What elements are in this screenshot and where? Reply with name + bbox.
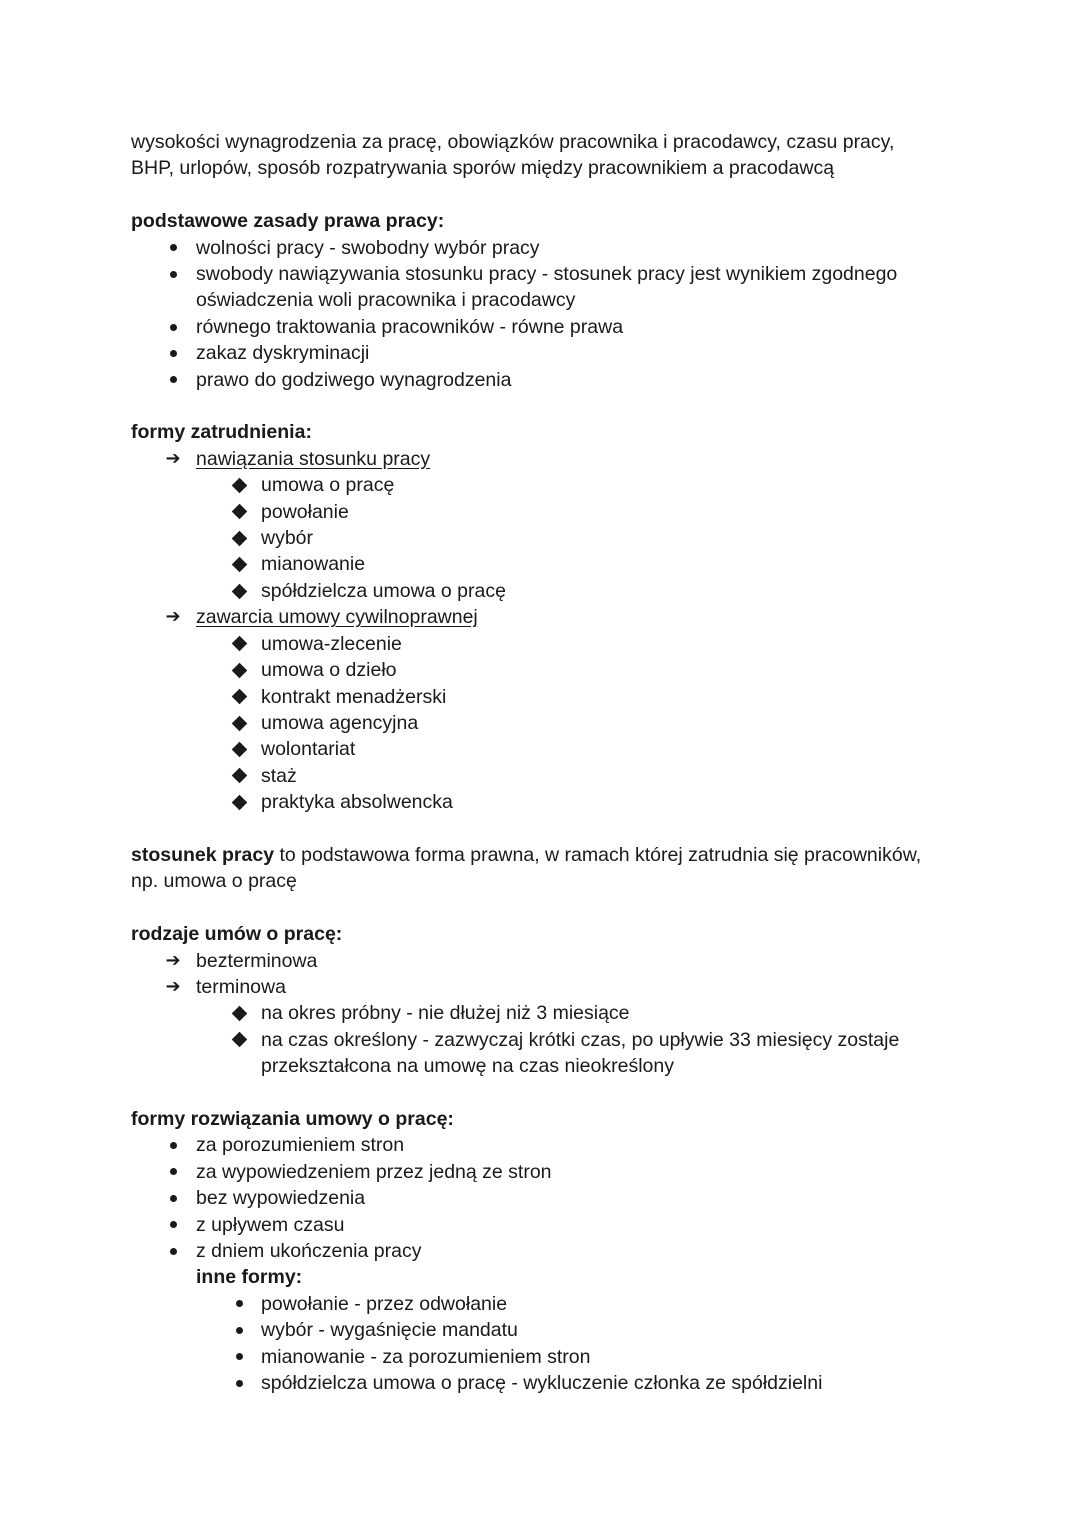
group-heading: ➔ zawarcia umowy cywilnoprawnej	[131, 604, 951, 630]
stosunek-term: stosunek pracy	[131, 843, 275, 866]
diamond-icon	[227, 472, 251, 498]
list-item: z dniem ukończenia pracy	[131, 1238, 951, 1264]
document-content	[131, 129, 951, 1396]
diamond-icon	[227, 763, 251, 789]
intro-line-1: wysokości wynagrodzenia za pracę, obowiązków pracownika i pracodawcy, czasu pracy,	[131, 131, 895, 153]
rodzaje-list	[131, 948, 951, 1080]
list-item: mianowanie	[131, 551, 951, 577]
diamond-icon	[227, 499, 251, 525]
list-item: bez wypowiedzenia	[131, 1185, 951, 1211]
bullet-dot-icon	[161, 1238, 185, 1264]
diamond-icon	[227, 631, 251, 657]
formy-list	[131, 446, 951, 816]
diamond-icon	[227, 736, 251, 762]
bullet-dot-icon	[161, 235, 185, 261]
list-item: zakaz dyskryminacji	[131, 340, 951, 366]
section-title-formy: formy zatrudnienia:	[131, 421, 312, 444]
inne-list	[131, 1291, 951, 1397]
list-item: umowa agencyjna	[131, 710, 951, 736]
section-title-zasady: podstawowe zasady prawa pracy:	[131, 210, 445, 233]
rozwiazanie-list	[131, 1132, 951, 1264]
stosunek-definition: stosunek pracy to podstawowa forma prawna, w ramach której zatrudnia się pracowników,	[131, 843, 922, 866]
bullet-dot-icon	[227, 1317, 251, 1343]
list-item: umowa o dzieło	[131, 657, 951, 683]
list-item: ➔ terminowa	[131, 974, 951, 1000]
zasady-list	[131, 235, 951, 393]
list-item: wybór	[131, 525, 951, 551]
subsection-title-inne: inne formy:	[196, 1266, 303, 1289]
list-item: za wypowiedzeniem przez jedną ze stron	[131, 1159, 951, 1185]
list-item: na czas określony - zazwyczaj krótki czas, po upływie 33 miesięcy zostaje	[131, 1027, 951, 1053]
list-item: wybór - wygaśnięcie mandatu	[131, 1317, 951, 1343]
bullet-dot-icon	[161, 340, 185, 366]
list-item: umowa-zlecenie	[131, 631, 951, 657]
list-item: kontrakt menadżerski	[131, 684, 951, 710]
list-item: staż	[131, 763, 951, 789]
diamond-icon	[227, 551, 251, 577]
list-item: powołanie	[131, 499, 951, 525]
section-title-rodzaje: rodzaje umów o pracę:	[131, 923, 343, 946]
diamond-icon	[227, 710, 251, 736]
list-item: wolności pracy - swobodny wybór pracy	[131, 235, 951, 261]
list-item: mianowanie - za porozumieniem stron	[131, 1344, 951, 1370]
arrow-right-icon: ➔	[165, 975, 181, 997]
arrow-right-icon: ➔	[165, 949, 181, 971]
stosunek-example: np. umowa o pracę	[131, 870, 297, 893]
intro-line-2: BHP, urlopów, sposób rozpatrywania sporów między pracownikiem a pracodawcą	[131, 157, 835, 180]
diamond-icon	[227, 789, 251, 815]
diamond-icon	[227, 525, 251, 551]
diamond-icon	[227, 657, 251, 683]
section-title-rozwiazanie: formy rozwiązania umowy o pracę:	[131, 1107, 454, 1130]
bullet-dot-icon	[227, 1344, 251, 1370]
bullet-dot-icon	[227, 1370, 251, 1396]
bullet-dot-icon	[161, 1132, 185, 1158]
bullet-dot-icon	[161, 1185, 185, 1211]
bullet-dot-icon	[227, 1291, 251, 1317]
list-item: spółdzielcza umowa o pracę	[131, 578, 951, 604]
list-item-continuation: oświadczenia woli pracownika i pracodawcy	[196, 289, 576, 312]
list-item: spółdzielcza umowa o pracę - wykluczenie członka ze spółdzielni	[131, 1370, 951, 1396]
list-item: wolontariat	[131, 736, 951, 762]
list-item: ➔ bezterminowa	[131, 948, 951, 974]
bullet-dot-icon	[161, 261, 185, 287]
bullet-dot-icon	[161, 367, 185, 393]
diamond-icon	[227, 1027, 251, 1053]
list-item: praktyka absolwencka	[131, 789, 951, 815]
diamond-icon	[227, 578, 251, 604]
list-item: z upływem czasu	[131, 1212, 951, 1238]
bullet-dot-icon	[161, 314, 185, 340]
list-item: prawo do godziwego wynagrodzenia	[131, 367, 951, 393]
list-item: powołanie - przez odwołanie	[131, 1291, 951, 1317]
bullet-dot-icon	[161, 1212, 185, 1238]
list-item-continuation: przekształcona na umowę na czas nieokreślony	[261, 1055, 674, 1078]
list-item: swobody nawiązywania stosunku pracy - stosunek pracy jest wynikiem zgodnego	[131, 261, 951, 287]
diamond-icon	[227, 684, 251, 710]
bullet-dot-icon	[161, 1159, 185, 1185]
diamond-icon	[227, 1000, 251, 1026]
group-heading: ➔ nawiązania stosunku pracy	[131, 446, 951, 472]
arrow-right-icon: ➔	[165, 447, 181, 469]
list-item: równego traktowania pracowników - równe prawa	[131, 314, 951, 340]
list-item: na okres próbny - nie dłużej niż 3 miesiące	[131, 1000, 951, 1026]
list-item: za porozumieniem stron	[131, 1132, 951, 1158]
list-item: umowa o pracę	[131, 472, 951, 498]
arrow-right-icon: ➔	[165, 606, 181, 628]
